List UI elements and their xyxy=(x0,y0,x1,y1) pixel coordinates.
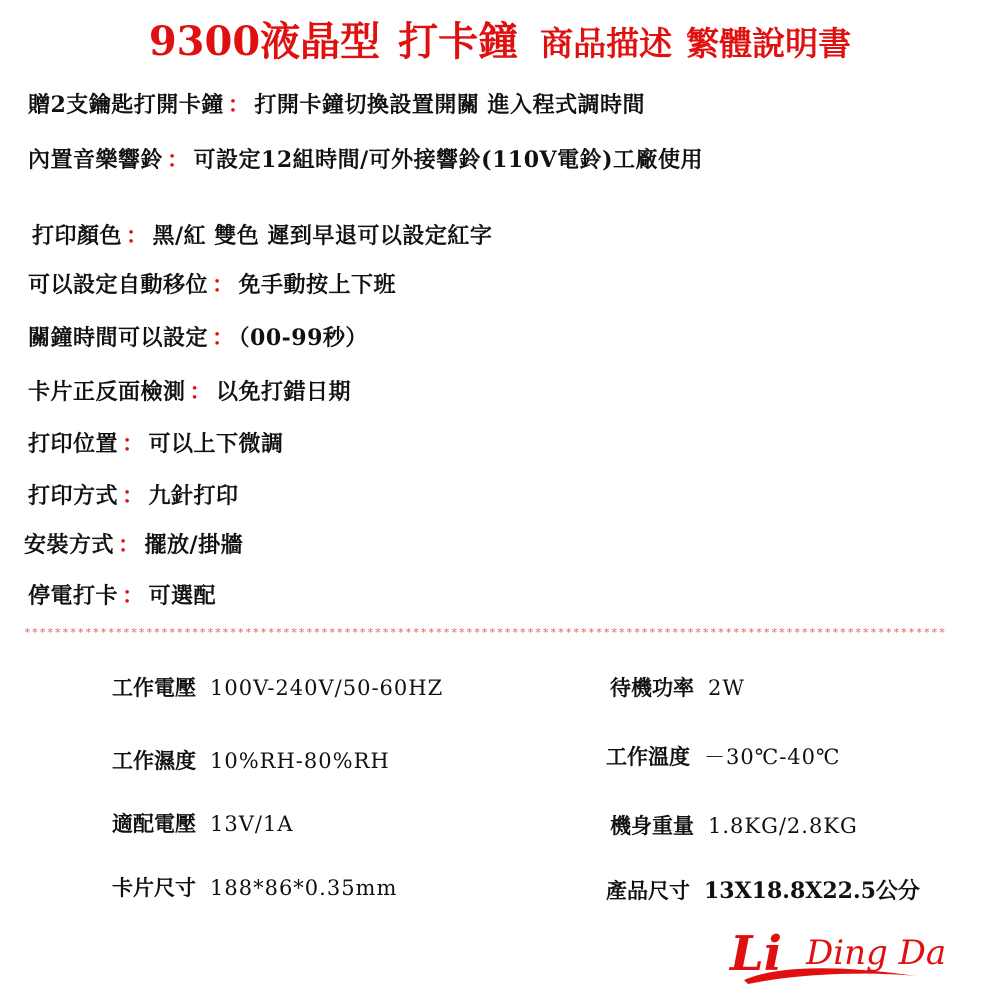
title-product: 打卡鐘 xyxy=(398,18,519,65)
feature-label: 打印顏色 xyxy=(32,223,123,249)
feature-value: 免手動按上下班 xyxy=(238,272,397,298)
page-title xyxy=(0,10,1000,67)
spec-value: －30℃-40℃ xyxy=(704,745,841,769)
feature-value: 可以上下微調 xyxy=(148,431,284,457)
logo-wordmark: Ding Da xyxy=(806,933,947,973)
spec-label: 機身重量 xyxy=(610,813,694,838)
spec-label: 工作溫度 xyxy=(606,744,690,769)
feature-item xyxy=(28,427,284,458)
feature-item xyxy=(28,268,396,299)
feature-item xyxy=(28,88,645,119)
spec-value: 13V/1A xyxy=(210,812,294,836)
spec-value: 100V-240V/50-60HZ xyxy=(210,676,444,700)
feature-label: 打印位置 xyxy=(28,431,119,457)
feature-separator: ： xyxy=(212,272,235,298)
spec-item xyxy=(112,808,294,838)
spec-value: 2W xyxy=(708,676,745,700)
spec-item xyxy=(112,872,397,902)
title-manual: 繁體說明書 xyxy=(686,24,852,63)
feature-value: 可選配 xyxy=(148,583,217,609)
spec-label: 工作濕度 xyxy=(112,748,196,773)
feature-value: 打開卡鐘切換設置開關 進入程式調時間 xyxy=(254,92,645,118)
feature-value: 黑/紅 雙色 遲到早退可以設定紅字 xyxy=(152,223,493,249)
feature-label: 卡片正反面檢測 xyxy=(28,379,186,405)
title-description: 商品描述 xyxy=(540,24,673,63)
feature-item xyxy=(24,528,243,559)
feature-separator: ： xyxy=(118,532,141,558)
spec-value: 10%RH-80%RH xyxy=(210,749,390,773)
spec-label: 適配電壓 xyxy=(112,811,196,836)
spec-item xyxy=(112,672,443,702)
feature-item xyxy=(28,479,239,510)
feature-separator: ： xyxy=(122,483,145,509)
spec-value: 13X18.8X22.5公分 xyxy=(704,878,920,904)
brand-logo xyxy=(726,918,976,988)
spec-item xyxy=(610,810,858,840)
spec-label: 工作電壓 xyxy=(112,675,196,700)
title-model: 9300液晶型 xyxy=(148,18,381,65)
feature-label: 停電打卡 xyxy=(28,583,119,609)
feature-separator: ： xyxy=(227,92,251,118)
feature-separator: ： xyxy=(212,325,235,351)
feature-value: （00-99秒） xyxy=(238,325,368,351)
feature-item xyxy=(28,143,703,174)
feature-label: 安裝方式 xyxy=(24,532,115,558)
asterisk-divider: ************************************************************************************************************************* xyxy=(24,626,947,639)
feature-item xyxy=(32,219,492,250)
feature-item xyxy=(28,375,351,406)
feature-separator: ： xyxy=(126,223,149,249)
spec-label: 產品尺寸 xyxy=(606,878,690,903)
feature-item xyxy=(28,321,368,352)
feature-value: 以免打錯日期 xyxy=(216,379,352,405)
feature-label: 關鐘時間可以設定 xyxy=(28,325,209,351)
spec-item xyxy=(606,874,920,905)
feature-value: 九針打印 xyxy=(148,483,239,509)
feature-value: 擺放/掛牆 xyxy=(144,532,244,558)
feature-separator: ： xyxy=(122,431,145,457)
spec-value: 188*86*0.35mm xyxy=(210,876,398,900)
feature-value: 可設定12組時間/可外接響鈴(110V電鈴)工廠使用 xyxy=(193,147,703,173)
feature-separator: ： xyxy=(189,379,213,405)
spec-item xyxy=(606,741,841,771)
feature-separator: ： xyxy=(122,583,145,609)
logo-mark: Li xyxy=(730,926,782,982)
feature-label: 可以設定自動移位 xyxy=(28,272,209,298)
feature-separator: ： xyxy=(167,147,190,173)
feature-label: 打印方式 xyxy=(28,483,119,509)
feature-label: 贈2支鑰匙打開卡鐘 xyxy=(28,92,224,118)
spec-value: 1.8KG/2.8KG xyxy=(708,814,858,838)
spec-label: 待機功率 xyxy=(610,675,694,700)
spec-label: 卡片尺寸 xyxy=(112,875,196,900)
feature-item xyxy=(28,579,216,610)
feature-label: 內置音樂響鈴 xyxy=(28,147,164,173)
spec-item xyxy=(112,745,390,775)
spec-item xyxy=(610,672,745,702)
